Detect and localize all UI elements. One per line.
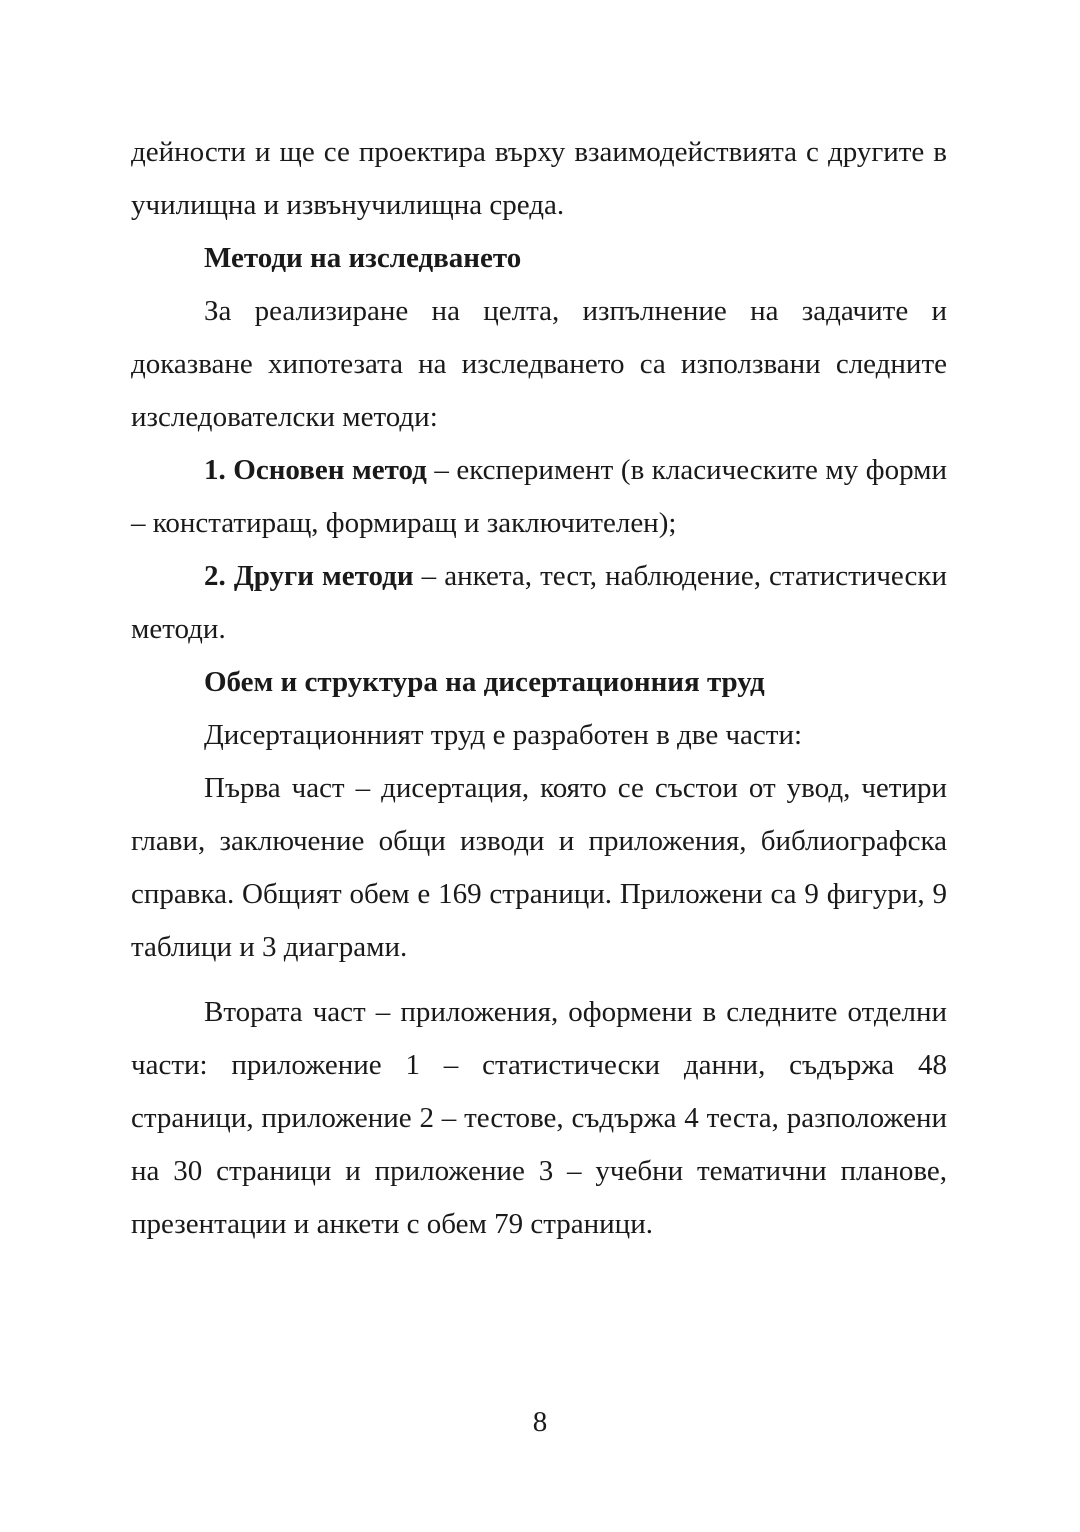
intro-continuation-paragraph: дейности и ще се проектира върху взаимодействията с другите в училищна и извънучилищна среда.	[131, 136, 947, 221]
document-body	[131, 126, 947, 1251]
method-1-text: – експеримент (в класическите му форми – констатиращ, формиращ и заключителен);	[131, 454, 947, 539]
page-number: 8	[532, 1406, 548, 1438]
method-2-label: 2. Други методи	[204, 560, 414, 592]
structure-intro-paragraph: Дисертационният труд е разработен в две части:	[204, 719, 803, 751]
methods-intro-paragraph: За реализиране на целта, изпълнение на задачите и доказване хипотезата на изследването са използвани следните изследователски методи:	[131, 295, 947, 433]
methods-heading: Методи на изследването	[204, 242, 522, 274]
part-one-paragraph: Първа част – дисертация, която се състои от увод, четири глави, заключение общи изводи и приложения, библиографска справка. Общият обем е 169 страници. Приложени са 9 фигури, 9 таблици и 3 диаграми.	[131, 772, 947, 963]
method-2-text: – анкета, тест, наблюдение, статистически методи.	[131, 560, 947, 645]
method-1-label: 1. Основен метод	[204, 454, 427, 486]
part-two-paragraph: Втората част – приложения, оформени в следните отделни части: приложение 1 – статистически данни, съдържа 48 страници, приложение 2 – тестове, съдържа 4 теста, разположени на 30 страници и приложение 3 – учебни тематични планове, презентации и анкети с обем 79 страници.	[131, 996, 947, 1240]
method-1-paragraph	[131, 444, 947, 550]
structure-heading: Обем и структура на дисертационния труд	[204, 666, 765, 698]
method-2-paragraph	[131, 550, 947, 656]
